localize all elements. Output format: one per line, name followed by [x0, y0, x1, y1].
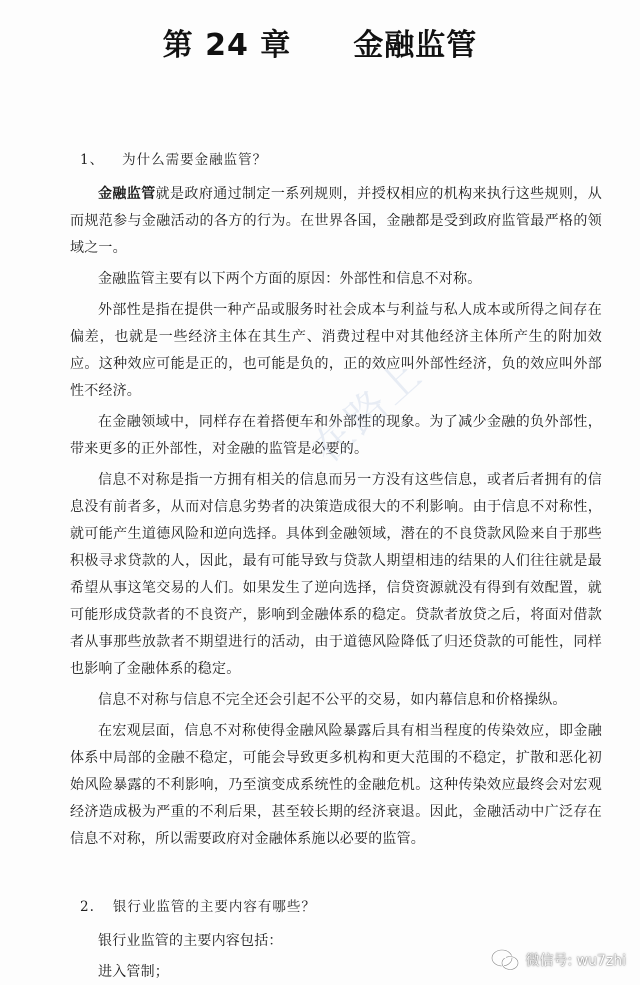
question-number: 1、 [80, 152, 105, 168]
question-heading-2 [80, 895, 602, 915]
paragraph: 进入管制； [98, 964, 169, 980]
paragraph: 金融监管主要有以下两个方面的原因：外部性和信息不对称。 [98, 271, 482, 287]
document-body [70, 148, 602, 990]
paragraph: 信息不对称与信息不完全还会引起不公平的交易，如内幕信息和价格操纵。 [98, 692, 567, 708]
chapter-number: 第 24 章 [162, 28, 292, 63]
term-highlight: 金融监管 [98, 186, 156, 202]
paragraph: 信息不对称是指一方拥有相关的信息而另一方没有这些信息，或者后者拥有的信息没有前者多，从而对信息劣势者的决策造成很大的不利影响。由于信息不对称性，就可能产生道德风险和逆向选择。具体到金融领域，潜在的不良贷款风险来自于那些积极寻求贷款的人，因此，最有可能导致与贷款人期望相违的结果的人们往往就是最希望从事这笔交易的人们。如果发生了逆向选择，信贷资源就没有得到有效配置，就可能形成贷款者的不良资产，影响到金融体系的稳定。贷款者放贷之后，将面对借款者从事那些放款者不期望进行的活动，由于道德风险降低了归还贷款的可能性，同样也影响了金融体系的稳定。 [70, 472, 602, 677]
paragraph: 在宏观层面，信息不对称使得金融风险暴露后具有相当程度的传染效应，即金融体系中局部的金融不稳定，可能会导致更多机构和更大范围的不稳定，扩散和恶化初始风险暴露的不利影响，乃至演变成系统性的金融危机。这种传染效应最终会对宏观经济造成极为严重的不利后果，甚至较长期的经济衰退。因此，金融活动中广泛存在信息不对称，所以需要政府对金融体系施以必要的监管。 [70, 723, 602, 847]
question-text: 为什么需要金融监管？ [122, 152, 268, 168]
paragraph: 银行业监管的主要内容包括： [98, 933, 283, 949]
wechat-icon [491, 949, 519, 971]
question-text: 银行业监管的主要内容有哪些？ [112, 899, 316, 915]
question-number: 2. [80, 899, 95, 915]
chapter-name: 金融监管 [353, 28, 478, 63]
chapter-title [0, 20, 640, 64]
paragraph-text: 就是政府通过制定一系列规则，并授权相应的机构来执行这些规则，从而规范参与金融活动的各方的行为。在世界各国，金融都是受到政府监管最严格的领域之一。 [70, 186, 602, 256]
paragraph: 外部性是指在提供一种产品或服务时社会成本与利益与私人成本或所得之间存在偏差，也就是一些经济主体在其生产、消费过程中对其他经济主体所产生的附加效应。这种效应可能是正的，也可能是负的，正的效应叫外部性经济，负的效应叫外部性不经济。 [70, 302, 602, 399]
paragraph [70, 181, 602, 262]
wechat-id-badge [491, 949, 626, 971]
watermark: 在路上 [303, 349, 433, 473]
wechat-id-label: 微信号: wu7zhi [525, 953, 626, 969]
paragraph: 在金融领域中，同样存在着搭便车和外部性的现象。为了减少金融的负外部性，带来更多的正外部性，对金融的监管是必要的。 [70, 414, 602, 457]
question-heading-1 [80, 148, 602, 168]
section-gap [70, 857, 602, 895]
